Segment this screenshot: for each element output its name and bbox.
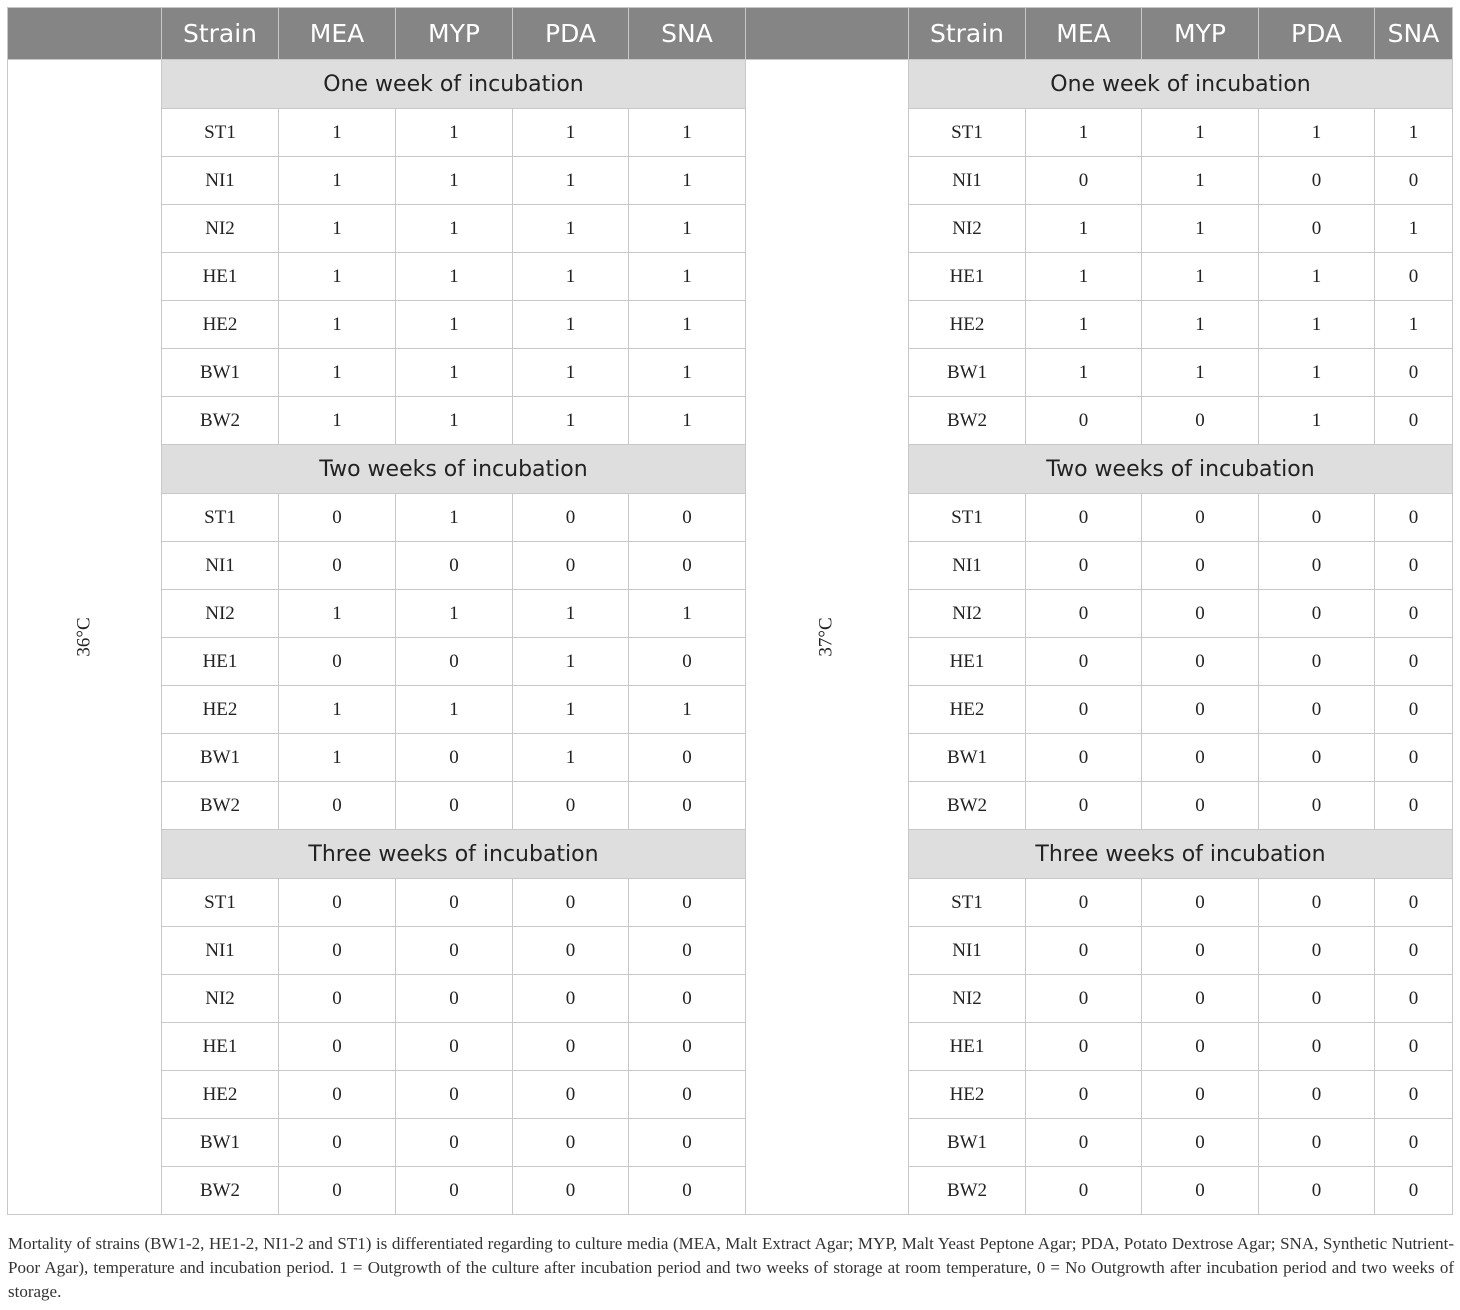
mea-value-36: 0 bbox=[279, 879, 396, 927]
section-row bbox=[8, 830, 1453, 879]
strain-cell-37: ST1 bbox=[909, 109, 1026, 157]
mea-value-36: 0 bbox=[279, 1071, 396, 1119]
myp-value-36: 1 bbox=[396, 590, 513, 638]
pda-value-37: 0 bbox=[1259, 590, 1375, 638]
myp-value-37: 1 bbox=[1142, 301, 1259, 349]
mea-value-37: 1 bbox=[1026, 349, 1142, 397]
header-pda-36: PDA bbox=[513, 8, 629, 60]
sna-value-36: 0 bbox=[629, 1167, 746, 1215]
table-row bbox=[8, 975, 1453, 1023]
section-title-36: One week of incubation bbox=[162, 60, 746, 109]
myp-value-36: 0 bbox=[396, 782, 513, 830]
strain-cell-37: BW2 bbox=[909, 397, 1026, 445]
sna-value-36: 1 bbox=[629, 253, 746, 301]
strain-cell-36: HE1 bbox=[162, 253, 279, 301]
strain-cell-36: NI1 bbox=[162, 542, 279, 590]
myp-value-36: 1 bbox=[396, 301, 513, 349]
myp-value-37: 0 bbox=[1142, 975, 1259, 1023]
pda-value-36: 0 bbox=[513, 879, 629, 927]
sna-value-36: 0 bbox=[629, 734, 746, 782]
strain-cell-37: NI1 bbox=[909, 927, 1026, 975]
mea-value-37: 0 bbox=[1026, 975, 1142, 1023]
sna-value-37: 0 bbox=[1375, 1071, 1453, 1119]
strain-cell-37: BW1 bbox=[909, 1119, 1026, 1167]
table-row bbox=[8, 397, 1453, 445]
section-title-37: Three weeks of incubation bbox=[909, 830, 1453, 879]
pda-value-37: 0 bbox=[1259, 205, 1375, 253]
strain-cell-36: NI1 bbox=[162, 927, 279, 975]
sna-value-36: 0 bbox=[629, 975, 746, 1023]
sna-value-36: 0 bbox=[629, 879, 746, 927]
section-title-36: Three weeks of incubation bbox=[162, 830, 746, 879]
sna-value-36: 0 bbox=[629, 782, 746, 830]
sna-value-37: 0 bbox=[1375, 1023, 1453, 1071]
pda-value-36: 1 bbox=[513, 397, 629, 445]
mea-value-36: 0 bbox=[279, 975, 396, 1023]
temperature-label-36: 36°C bbox=[73, 617, 95, 657]
myp-value-37: 0 bbox=[1142, 1167, 1259, 1215]
myp-value-36: 1 bbox=[396, 253, 513, 301]
section-title-37: One week of incubation bbox=[909, 60, 1453, 109]
sna-value-37: 0 bbox=[1375, 542, 1453, 590]
myp-value-36: 0 bbox=[396, 1167, 513, 1215]
sna-value-37: 0 bbox=[1375, 1119, 1453, 1167]
table-row bbox=[8, 927, 1453, 975]
sna-value-36: 1 bbox=[629, 590, 746, 638]
myp-value-37: 0 bbox=[1142, 494, 1259, 542]
pda-value-36: 0 bbox=[513, 1167, 629, 1215]
strain-cell-36: BW1 bbox=[162, 349, 279, 397]
temperature-cell-37 bbox=[746, 60, 909, 1215]
mea-value-36: 0 bbox=[279, 1023, 396, 1071]
myp-value-36: 0 bbox=[396, 975, 513, 1023]
header-row bbox=[8, 8, 1453, 60]
mea-value-37: 1 bbox=[1026, 301, 1142, 349]
pda-value-36: 1 bbox=[513, 205, 629, 253]
sna-value-36: 0 bbox=[629, 1023, 746, 1071]
myp-value-37: 0 bbox=[1142, 1071, 1259, 1119]
sna-value-37: 1 bbox=[1375, 301, 1453, 349]
myp-value-36: 0 bbox=[396, 638, 513, 686]
mea-value-36: 1 bbox=[279, 349, 396, 397]
mea-value-37: 1 bbox=[1026, 253, 1142, 301]
mea-value-36: 1 bbox=[279, 205, 396, 253]
mea-value-36: 0 bbox=[279, 782, 396, 830]
table-row bbox=[8, 686, 1453, 734]
pda-value-36: 0 bbox=[513, 782, 629, 830]
mea-value-36: 0 bbox=[279, 542, 396, 590]
sna-value-37: 1 bbox=[1375, 109, 1453, 157]
myp-value-36: 0 bbox=[396, 1071, 513, 1119]
table-row bbox=[8, 590, 1453, 638]
header-blank-mid bbox=[746, 8, 909, 60]
sna-value-36: 0 bbox=[629, 542, 746, 590]
pda-value-36: 1 bbox=[513, 686, 629, 734]
table-row bbox=[8, 734, 1453, 782]
mea-value-36: 0 bbox=[279, 927, 396, 975]
myp-value-36: 1 bbox=[396, 686, 513, 734]
pda-value-37: 0 bbox=[1259, 686, 1375, 734]
sna-value-37: 0 bbox=[1375, 975, 1453, 1023]
pda-value-36: 1 bbox=[513, 109, 629, 157]
section-row bbox=[8, 60, 1453, 109]
myp-value-37: 0 bbox=[1142, 638, 1259, 686]
strain-cell-37: HE1 bbox=[909, 638, 1026, 686]
strain-cell-37: HE1 bbox=[909, 253, 1026, 301]
mea-value-37: 0 bbox=[1026, 1119, 1142, 1167]
sna-value-37: 0 bbox=[1375, 253, 1453, 301]
pda-value-37: 0 bbox=[1259, 1071, 1375, 1119]
strain-cell-36: ST1 bbox=[162, 109, 279, 157]
sna-value-36: 0 bbox=[629, 927, 746, 975]
sna-value-36: 0 bbox=[629, 1119, 746, 1167]
strain-cell-37: NI1 bbox=[909, 157, 1026, 205]
myp-value-37: 1 bbox=[1142, 205, 1259, 253]
myp-value-36: 1 bbox=[396, 109, 513, 157]
myp-value-37: 1 bbox=[1142, 349, 1259, 397]
myp-value-37: 0 bbox=[1142, 734, 1259, 782]
myp-value-37: 0 bbox=[1142, 927, 1259, 975]
section-row bbox=[8, 445, 1453, 494]
section-title-36: Two weeks of incubation bbox=[162, 445, 746, 494]
pda-value-37: 0 bbox=[1259, 494, 1375, 542]
pda-value-37: 0 bbox=[1259, 157, 1375, 205]
mea-value-37: 0 bbox=[1026, 590, 1142, 638]
table-row bbox=[8, 542, 1453, 590]
header-strain-36: Strain bbox=[162, 8, 279, 60]
sna-value-36: 1 bbox=[629, 686, 746, 734]
table-row bbox=[8, 109, 1453, 157]
table-row bbox=[8, 638, 1453, 686]
table-row bbox=[8, 301, 1453, 349]
mea-value-37: 1 bbox=[1026, 205, 1142, 253]
strain-cell-36: NI2 bbox=[162, 975, 279, 1023]
sna-value-36: 1 bbox=[629, 205, 746, 253]
myp-value-37: 0 bbox=[1142, 397, 1259, 445]
pda-value-36: 0 bbox=[513, 927, 629, 975]
sna-value-37: 0 bbox=[1375, 638, 1453, 686]
pda-value-36: 0 bbox=[513, 542, 629, 590]
header-sna-37: SNA bbox=[1375, 8, 1453, 60]
myp-value-36: 0 bbox=[396, 1023, 513, 1071]
table-row bbox=[8, 205, 1453, 253]
myp-value-36: 1 bbox=[396, 494, 513, 542]
pda-value-36: 1 bbox=[513, 734, 629, 782]
pda-value-36: 1 bbox=[513, 590, 629, 638]
mea-value-37: 0 bbox=[1026, 686, 1142, 734]
temperature-label-37: 37°C bbox=[816, 617, 837, 657]
mea-value-36: 0 bbox=[279, 1167, 396, 1215]
sna-value-37: 0 bbox=[1375, 1167, 1453, 1215]
strain-cell-37: BW1 bbox=[909, 349, 1026, 397]
table-row bbox=[8, 157, 1453, 205]
strain-cell-37: HE2 bbox=[909, 686, 1026, 734]
header-sna-36: SNA bbox=[629, 8, 746, 60]
sna-value-37: 0 bbox=[1375, 879, 1453, 927]
pda-value-37: 0 bbox=[1259, 975, 1375, 1023]
pda-value-37: 0 bbox=[1259, 782, 1375, 830]
sna-value-37: 1 bbox=[1375, 205, 1453, 253]
strain-cell-37: BW2 bbox=[909, 782, 1026, 830]
myp-value-36: 0 bbox=[396, 927, 513, 975]
header-mea-36: MEA bbox=[279, 8, 396, 60]
header-pda-37: PDA bbox=[1259, 8, 1375, 60]
strain-cell-37: ST1 bbox=[909, 494, 1026, 542]
table-row bbox=[8, 879, 1453, 927]
myp-value-37: 0 bbox=[1142, 542, 1259, 590]
strain-cell-37: NI1 bbox=[909, 542, 1026, 590]
mea-value-37: 0 bbox=[1026, 494, 1142, 542]
mea-value-37: 0 bbox=[1026, 879, 1142, 927]
sna-value-37: 0 bbox=[1375, 157, 1453, 205]
strain-cell-36: BW1 bbox=[162, 1119, 279, 1167]
strain-cell-36: BW2 bbox=[162, 397, 279, 445]
pda-value-37: 1 bbox=[1259, 253, 1375, 301]
section-title-37: Two weeks of incubation bbox=[909, 445, 1453, 494]
myp-value-36: 1 bbox=[396, 397, 513, 445]
strain-cell-36: BW2 bbox=[162, 1167, 279, 1215]
pda-value-37: 0 bbox=[1259, 879, 1375, 927]
mea-value-36: 1 bbox=[279, 109, 396, 157]
mortality-table bbox=[7, 7, 1453, 1215]
pda-value-37: 0 bbox=[1259, 927, 1375, 975]
pda-value-37: 1 bbox=[1259, 301, 1375, 349]
mea-value-37: 0 bbox=[1026, 927, 1142, 975]
mea-value-37: 0 bbox=[1026, 638, 1142, 686]
strain-cell-36: HE2 bbox=[162, 686, 279, 734]
table-caption: Mortality of strains (BW1-2, HE1-2, NI1-2 and ST1) is differentiated regarding to culture media (MEA, Malt Extract Agar; MYP, Malt Yeast Peptone Agar; PDA, Potato Dextrose Agar; SNA, Synthetic Nutrient-Poor Agar), temperature and incubation period. 1 = Outgrowth of the culture after incubation period and two weeks of storage at room temperature, 0 = No Outgrowth after incubation period and two weeks of storage. bbox=[8, 1234, 1454, 1301]
pda-value-36: 0 bbox=[513, 1119, 629, 1167]
myp-value-37: 0 bbox=[1142, 1119, 1259, 1167]
header-blank-left bbox=[8, 8, 162, 60]
strain-cell-37: NI2 bbox=[909, 205, 1026, 253]
table-row bbox=[8, 349, 1453, 397]
header-myp-37: MYP bbox=[1142, 8, 1259, 60]
strain-cell-37: NI2 bbox=[909, 975, 1026, 1023]
table-row bbox=[8, 1023, 1453, 1071]
pda-value-37: 0 bbox=[1259, 734, 1375, 782]
strain-cell-37: ST1 bbox=[909, 879, 1026, 927]
mea-value-36: 1 bbox=[279, 397, 396, 445]
table-row bbox=[8, 1071, 1453, 1119]
pda-value-36: 0 bbox=[513, 975, 629, 1023]
mea-value-36: 0 bbox=[279, 638, 396, 686]
pda-value-37: 0 bbox=[1259, 638, 1375, 686]
mea-value-37: 0 bbox=[1026, 734, 1142, 782]
myp-value-37: 1 bbox=[1142, 253, 1259, 301]
table-row bbox=[8, 782, 1453, 830]
myp-value-36: 1 bbox=[396, 157, 513, 205]
myp-value-37: 0 bbox=[1142, 686, 1259, 734]
strain-cell-37: NI2 bbox=[909, 590, 1026, 638]
pda-value-37: 1 bbox=[1259, 349, 1375, 397]
header-mea-37: MEA bbox=[1026, 8, 1142, 60]
myp-value-37: 0 bbox=[1142, 879, 1259, 927]
mea-value-36: 1 bbox=[279, 253, 396, 301]
mea-value-36: 1 bbox=[279, 734, 396, 782]
strain-cell-37: BW1 bbox=[909, 734, 1026, 782]
sna-value-37: 0 bbox=[1375, 782, 1453, 830]
sna-value-36: 0 bbox=[629, 1071, 746, 1119]
mea-value-37: 0 bbox=[1026, 542, 1142, 590]
strain-cell-36: ST1 bbox=[162, 494, 279, 542]
strain-cell-36: BW2 bbox=[162, 782, 279, 830]
table-row bbox=[8, 1167, 1453, 1215]
mea-value-37: 0 bbox=[1026, 1167, 1142, 1215]
mea-value-36: 1 bbox=[279, 301, 396, 349]
strain-cell-37: BW2 bbox=[909, 1167, 1026, 1215]
sna-value-36: 0 bbox=[629, 638, 746, 686]
sna-value-37: 0 bbox=[1375, 734, 1453, 782]
sna-value-36: 1 bbox=[629, 109, 746, 157]
strain-cell-37: HE2 bbox=[909, 1071, 1026, 1119]
mea-value-37: 0 bbox=[1026, 1023, 1142, 1071]
myp-value-37: 1 bbox=[1142, 109, 1259, 157]
header-strain-37: Strain bbox=[909, 8, 1026, 60]
pda-value-37: 0 bbox=[1259, 1023, 1375, 1071]
strain-cell-36: HE1 bbox=[162, 638, 279, 686]
sna-value-36: 0 bbox=[629, 494, 746, 542]
pda-value-36: 1 bbox=[513, 349, 629, 397]
strain-cell-37: HE2 bbox=[909, 301, 1026, 349]
sna-value-36: 1 bbox=[629, 349, 746, 397]
pda-value-36: 0 bbox=[513, 1023, 629, 1071]
sna-value-37: 0 bbox=[1375, 494, 1453, 542]
myp-value-36: 0 bbox=[396, 879, 513, 927]
temperature-cell-36 bbox=[8, 60, 162, 1215]
myp-value-36: 1 bbox=[396, 205, 513, 253]
strain-cell-36: HE1 bbox=[162, 1023, 279, 1071]
pda-value-36: 0 bbox=[513, 494, 629, 542]
table-row bbox=[8, 253, 1453, 301]
myp-value-37: 0 bbox=[1142, 590, 1259, 638]
sna-value-37: 0 bbox=[1375, 397, 1453, 445]
mea-value-37: 0 bbox=[1026, 157, 1142, 205]
myp-value-36: 0 bbox=[396, 542, 513, 590]
strain-cell-36: NI2 bbox=[162, 205, 279, 253]
pda-value-37: 1 bbox=[1259, 397, 1375, 445]
sna-value-37: 0 bbox=[1375, 686, 1453, 734]
pda-value-36: 0 bbox=[513, 1071, 629, 1119]
pda-value-36: 1 bbox=[513, 253, 629, 301]
strain-cell-36: HE2 bbox=[162, 301, 279, 349]
sna-value-36: 1 bbox=[629, 301, 746, 349]
pda-value-36: 1 bbox=[513, 301, 629, 349]
pda-value-36: 1 bbox=[513, 157, 629, 205]
mea-value-36: 1 bbox=[279, 686, 396, 734]
strain-cell-37: HE1 bbox=[909, 1023, 1026, 1071]
pda-value-37: 0 bbox=[1259, 542, 1375, 590]
mea-value-36: 1 bbox=[279, 590, 396, 638]
pda-value-37: 0 bbox=[1259, 1167, 1375, 1215]
mea-value-37: 1 bbox=[1026, 109, 1142, 157]
myp-value-36: 0 bbox=[396, 1119, 513, 1167]
mea-value-37: 0 bbox=[1026, 1071, 1142, 1119]
pda-value-37: 1 bbox=[1259, 109, 1375, 157]
myp-value-37: 0 bbox=[1142, 1023, 1259, 1071]
strain-cell-36: NI1 bbox=[162, 157, 279, 205]
mea-value-36: 0 bbox=[279, 494, 396, 542]
pda-value-36: 1 bbox=[513, 638, 629, 686]
sna-value-36: 1 bbox=[629, 157, 746, 205]
myp-value-36: 1 bbox=[396, 349, 513, 397]
myp-value-37: 1 bbox=[1142, 157, 1259, 205]
mea-value-37: 0 bbox=[1026, 397, 1142, 445]
strain-cell-36: NI2 bbox=[162, 590, 279, 638]
table-body bbox=[8, 60, 1453, 1215]
strain-cell-36: HE2 bbox=[162, 1071, 279, 1119]
sna-value-37: 0 bbox=[1375, 590, 1453, 638]
mea-value-37: 0 bbox=[1026, 782, 1142, 830]
table-row bbox=[8, 1119, 1453, 1167]
sna-value-37: 0 bbox=[1375, 927, 1453, 975]
mea-value-36: 0 bbox=[279, 1119, 396, 1167]
myp-value-36: 0 bbox=[396, 734, 513, 782]
sna-value-36: 1 bbox=[629, 397, 746, 445]
sna-value-37: 0 bbox=[1375, 349, 1453, 397]
pda-value-37: 0 bbox=[1259, 1119, 1375, 1167]
header-myp-36: MYP bbox=[396, 8, 513, 60]
table-row bbox=[8, 494, 1453, 542]
strain-cell-36: BW1 bbox=[162, 734, 279, 782]
mea-value-36: 1 bbox=[279, 157, 396, 205]
myp-value-37: 0 bbox=[1142, 782, 1259, 830]
strain-cell-36: ST1 bbox=[162, 879, 279, 927]
